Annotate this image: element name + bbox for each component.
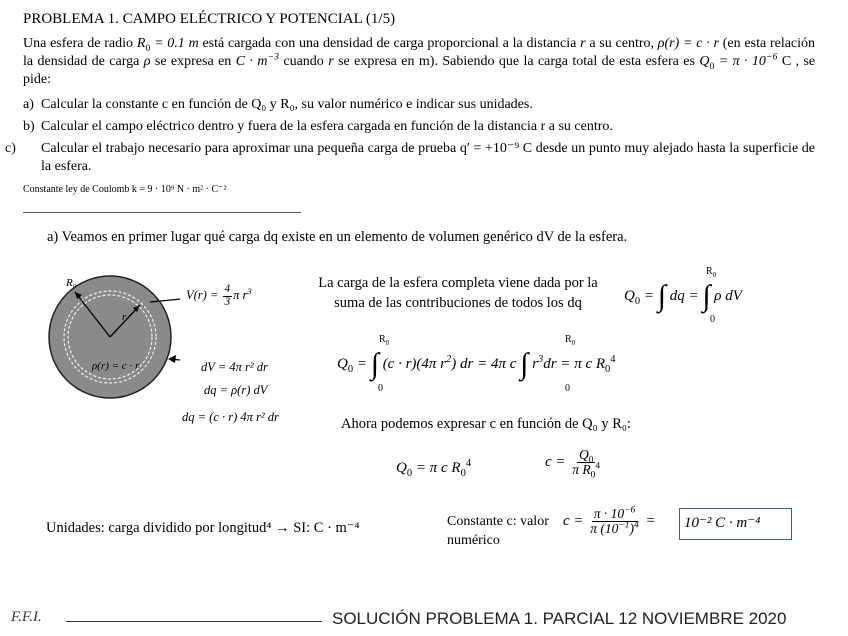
dv-pointer-arrow — [168, 355, 176, 363]
total-charge-equation: $Q_0$ = ∫ dq = ∫ $R_0$ 0 ρ dV — [624, 266, 742, 326]
integral-equation: $Q_0$ = ∫ $R_0$ 0 (c · r)(4π $r^2$) dr = 4π c ∫ $R_0$ 0 $r^3dr = \pi$ c $R_0^4$ — [337, 334, 616, 395]
total-charge-text: La carga de la esfera completa viene dada por la suma de las contribuciones de todos los dq — [318, 275, 598, 311]
coulomb-constant: Constante ley de Coulomb k = 9 · 10⁹ N · m² · C⁻² — [23, 184, 227, 195]
section-divider — [23, 212, 301, 213]
c-value-equation: c = $\frac{\pi \cdot 10^{-6}}{\pi (10^{-1})^4}$ = — [563, 505, 656, 537]
solution-step-a: a) Veamos en primer lugar qué carga dq existe en un elemento de volumen genérico dV de la esfera. — [47, 229, 628, 245]
result-box: 10⁻² C · m⁻⁴ — [679, 508, 792, 540]
now-expression-text: Ahora podemos expresar c en función de Q₀ y R₀: — [341, 416, 631, 432]
constant-value-label: Constante c: valor numérico — [447, 514, 549, 548]
problem-item-b: b) Calcular el campo eléctrico dentro y fuera de la esfera cargada en función de la distancia r a su centro. — [23, 119, 613, 134]
footer-title: SOLUCIÓN PROBLEMA 1. PARCIAL 12 NOVIEMBRE 2020 — [332, 609, 787, 628]
q0-equation: $Q_0 = \pi$ c $R_0^4$ — [396, 458, 472, 479]
volume-label: V(r) = $\frac{4}{3}$ π $r^3$ — [186, 283, 252, 308]
units-text: Unidades: carga dividido por longitud⁴ → SI: C · m⁻⁴ — [46, 520, 360, 536]
dq-label-1: dq = ρ(r) dV — [204, 383, 268, 397]
dv-label: dV = 4π r² dr — [201, 360, 268, 374]
c-equation: c = $\frac{Q_0}{\pi R_0^4}$ — [545, 447, 601, 481]
problem-item-a: a) Calcular la constante c en función de Q₀ y R₀, su valor numérico e indicar sus unidades. — [23, 97, 533, 112]
footer-line — [66, 621, 322, 622]
r0-label: R₀ — [66, 277, 77, 289]
sphere-diagram — [40, 262, 180, 412]
footer-logo-text: F.F.I. — [11, 609, 42, 625]
problem-title: PROBLEMA 1. CAMPO ELÉCTRICO Y POTENCIAL (1/5) — [23, 11, 396, 27]
r-label: r — [122, 311, 127, 323]
problem-intro: Una esfera de radio $R_0 = 0.1$ m está cargada con una densidad de carga proporcional a la distancia r a su centro, ρ(r) = c · r (en esta relación la densidad de carga ρ se expresa en $C \cdot m^{-3}$ cuando r se expresa en m). Sabiendo que la carga total de esta esfera es $Q_0 = \pi \cdot 10^{-6}$ C , se pide: — [23, 36, 816, 87]
problem-item-c: c) Calcular el trabajo necesario para aproximar una pequeña carga de prueba q′ = +10⁻⁹ C desde un punto muy alejado hasta la superficie de la esfera. — [5, 141, 815, 174]
dq-label-2: dq = (c · r) 4π r² dr — [182, 410, 279, 424]
rho-label: ρ(r) = c · r — [92, 360, 140, 372]
